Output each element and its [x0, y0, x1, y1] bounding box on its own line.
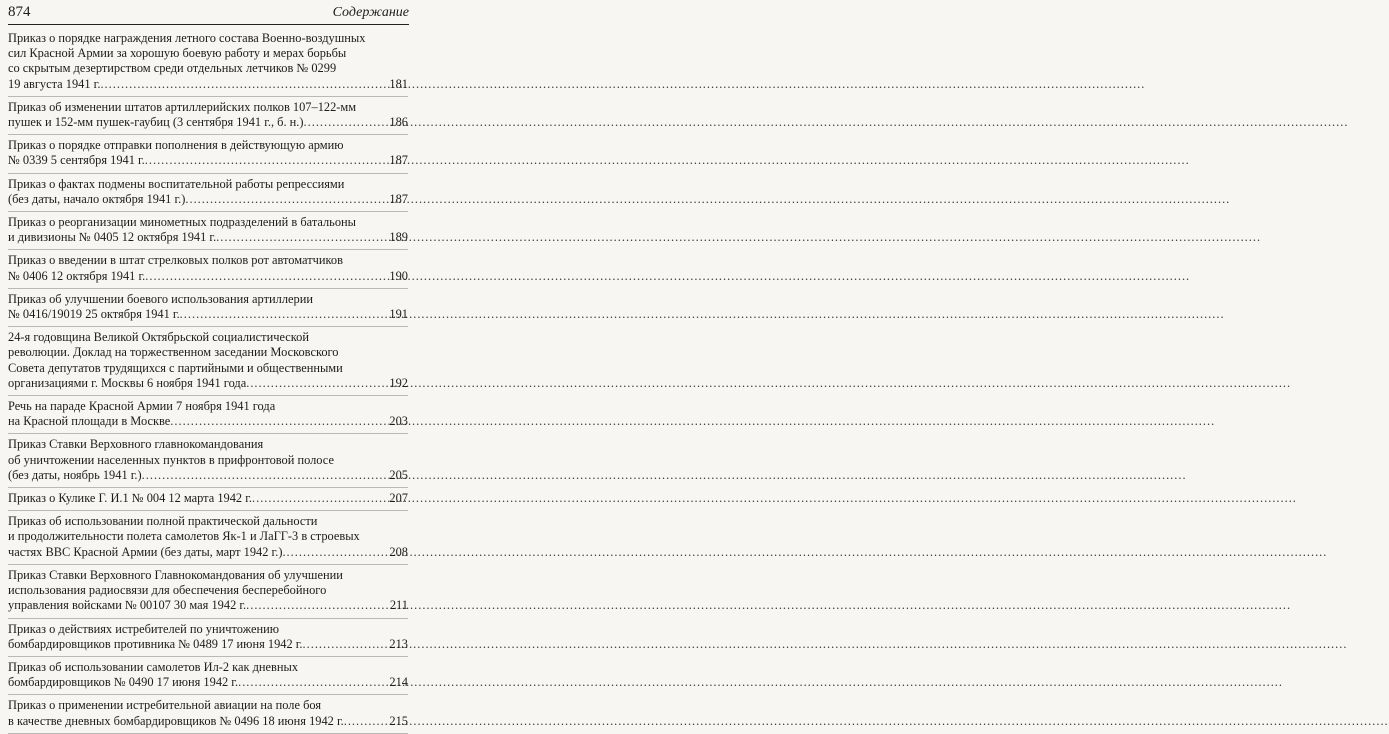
toc-entry-text: (без даты, начало октября 1941 г.)	[8, 191, 186, 206]
toc-entry-line: Приказ о введении в штат стрелковых полков рот автоматчиков	[8, 253, 343, 268]
toc-entry-last-line	[8, 491, 408, 506]
toc-entry-last-line	[8, 714, 408, 729]
toc-entry-last-line	[8, 153, 408, 168]
toc-entry-last-line	[8, 376, 408, 391]
toc-entry-line: и продолжительности полета самолетов Як-1 и ЛаГГ-3 в строевых	[8, 529, 360, 544]
toc-entry-line: Совета депутатов трудящихся с партийными и общественными	[8, 360, 343, 375]
toc-page-number: 214	[389, 675, 408, 690]
toc-entry-last-line	[8, 468, 408, 483]
toc-entry	[8, 396, 408, 434]
toc-entry-last-line	[8, 545, 408, 560]
toc-page-number: 189	[389, 230, 408, 245]
toc-entry-text: и дивизионы № 0405 12 октября 1941 г.	[8, 230, 217, 245]
dot-leader	[246, 376, 388, 391]
toc-entry	[8, 511, 408, 565]
toc-entry	[8, 565, 408, 619]
dot-leader	[145, 269, 388, 284]
dot-leader	[282, 545, 388, 560]
toc-entry-line: со скрытым дезертирством среди отдельных летчиков № 0299	[8, 61, 337, 76]
toc-page-number: 181	[389, 76, 408, 91]
toc-entry	[8, 327, 408, 396]
toc-entry-last-line	[8, 598, 408, 613]
toc-entry-last-line	[8, 230, 408, 245]
toc-entry	[8, 135, 408, 173]
toc-entry-text: № 0406 12 октября 1941 г.	[8, 268, 146, 283]
toc-entry-text: организациями г. Москвы 6 ноября 1941 года	[8, 375, 247, 390]
dot-leader	[185, 192, 388, 207]
book-page	[0, 0, 416, 728]
toc-entry-line: Приказ об использовании самолетов Ил-2 как дневных	[8, 659, 299, 674]
running-header	[8, 4, 409, 25]
toc-entry	[8, 174, 408, 212]
toc-page-number: 187	[389, 153, 408, 168]
toc-entry-text: бомбардировщиков противника № 0489 17 июня 1942 г.	[8, 636, 303, 651]
dot-leader	[246, 598, 389, 613]
dot-leader	[100, 77, 388, 92]
toc-entry	[8, 619, 408, 657]
dot-leader	[216, 230, 388, 245]
toc-entry-line: об уничтожении населенных пунктов в прифронтовой полосе	[8, 452, 334, 467]
toc-entry-text: на Красной площади в Москве	[8, 414, 171, 429]
toc-entry-text: Приказ о Кулике Г. И.1 № 004 12 марта 1942 г.	[8, 491, 252, 506]
toc-entry-text: № 0416/19019 25 октября 1941 г.	[8, 307, 180, 322]
toc-entry-last-line	[8, 115, 408, 130]
toc-entry-line: революции. Доклад на торжественном заседании Московского	[8, 345, 339, 360]
toc-entry	[8, 97, 408, 135]
toc-entry-last-line	[8, 675, 408, 690]
toc-entry	[8, 28, 408, 97]
toc-entry-last-line	[8, 192, 408, 207]
toc-entry-last-line	[8, 269, 408, 284]
page-number: 874	[8, 4, 31, 20]
toc-entry-text: частях ВВС Красной Армии (без даты, март 1942 г.)	[8, 544, 283, 559]
toc-entry-line: Приказ об использовании полной практической дальности	[8, 514, 318, 529]
toc-entry-line: 24-я годовщина Великой Октябрьской социалистической	[8, 330, 309, 345]
dot-leader	[145, 153, 389, 168]
toc-entry	[8, 434, 408, 488]
toc-entry-text: № 0339 5 сентября 1941 г.	[8, 153, 145, 168]
toc-entry	[8, 289, 408, 327]
toc-entry-last-line	[8, 637, 408, 652]
dot-leader	[252, 491, 388, 506]
toc-entry	[8, 250, 408, 288]
dot-leader	[344, 714, 389, 729]
toc-entry-line: Приказ о фактах подмены воспитательной работы репрессиями	[8, 176, 345, 191]
toc-page-number: 191	[389, 307, 408, 322]
toc-page-number: 203	[389, 414, 408, 429]
toc-entry-text: в качестве дневных бомбардировщиков № 0496 18 июня 1942 г.	[8, 713, 344, 728]
toc-page-number: 190	[389, 268, 408, 283]
toc-entry-last-line	[8, 414, 408, 429]
running-title: Содержание	[332, 5, 409, 20]
dot-leader	[304, 115, 389, 130]
toc-entry-line: Приказ об улучшении боевого использования артиллерии	[8, 291, 313, 306]
toc-page-number: 207	[389, 491, 408, 506]
toc-entry-line: Речь на параде Красной Армии 7 ноября 1941 года	[8, 399, 276, 414]
toc-page-number: 205	[389, 467, 408, 482]
toc-page-number: 211	[389, 598, 408, 613]
dot-leader	[142, 468, 389, 483]
toc-entry-line: использования радиосвязи для обеспечения бесперебойного	[8, 583, 327, 598]
toc-entry	[8, 657, 408, 695]
toc-page-number: 187	[389, 191, 408, 206]
toc-page-number: 208	[389, 544, 408, 559]
dot-leader	[303, 637, 389, 652]
toc-entry-text: пушек и 152-мм пушек-гаубиц (3 сентября 1941 г., б. н.)	[8, 115, 304, 130]
toc-entry-text: (без даты, ноябрь 1941 г.)	[8, 467, 142, 482]
toc-entry-line: Приказ об изменении штатов артиллерийских полков 107–122-мм	[8, 99, 357, 114]
table-of-contents	[8, 28, 408, 734]
toc-entry	[8, 488, 408, 511]
toc-entry-line: Приказ Ставки Верховного Главнокомандования об улучшении	[8, 567, 343, 582]
toc-entry-line: Приказ о порядке отправки пополнения в действующую армию	[8, 138, 344, 153]
toc-entry-text: управления войсками № 00107 30 мая 1942 г.	[8, 598, 247, 613]
dot-leader	[180, 307, 389, 322]
toc-entry-text: 19 августа 1941 г.	[8, 76, 101, 91]
toc-entry-last-line	[8, 307, 408, 322]
toc-entry-line: сил Красной Армии за хорошую боевую работу и мерах борьбы	[8, 46, 347, 61]
toc-entry-line: Приказ о реорганизации минометных подразделений в батальоны	[8, 215, 356, 230]
toc-page-number: 192	[389, 375, 408, 390]
toc-entry-line: Приказ о применении истребительной авиации на поле боя	[8, 698, 322, 713]
toc-entry-line: Приказ о порядке награждения летного состава Военно-воздушных	[8, 31, 366, 45]
toc-page-number: 215	[389, 713, 408, 728]
toc-page-number: 213	[389, 636, 408, 651]
dot-leader	[170, 414, 388, 429]
dot-leader	[238, 675, 388, 690]
toc-entry-line: Приказ Ставки Верховного главнокомандования	[8, 437, 264, 452]
toc-entry	[8, 695, 408, 733]
toc-entry-last-line	[8, 77, 408, 92]
toc-entry	[8, 212, 408, 250]
toc-entry-text: бомбардировщиков № 0490 17 июня 1942 г.	[8, 675, 239, 690]
toc-page-number: 186	[389, 115, 408, 130]
toc-entry-line: Приказ о действиях истребителей по уничтожению	[8, 621, 280, 636]
